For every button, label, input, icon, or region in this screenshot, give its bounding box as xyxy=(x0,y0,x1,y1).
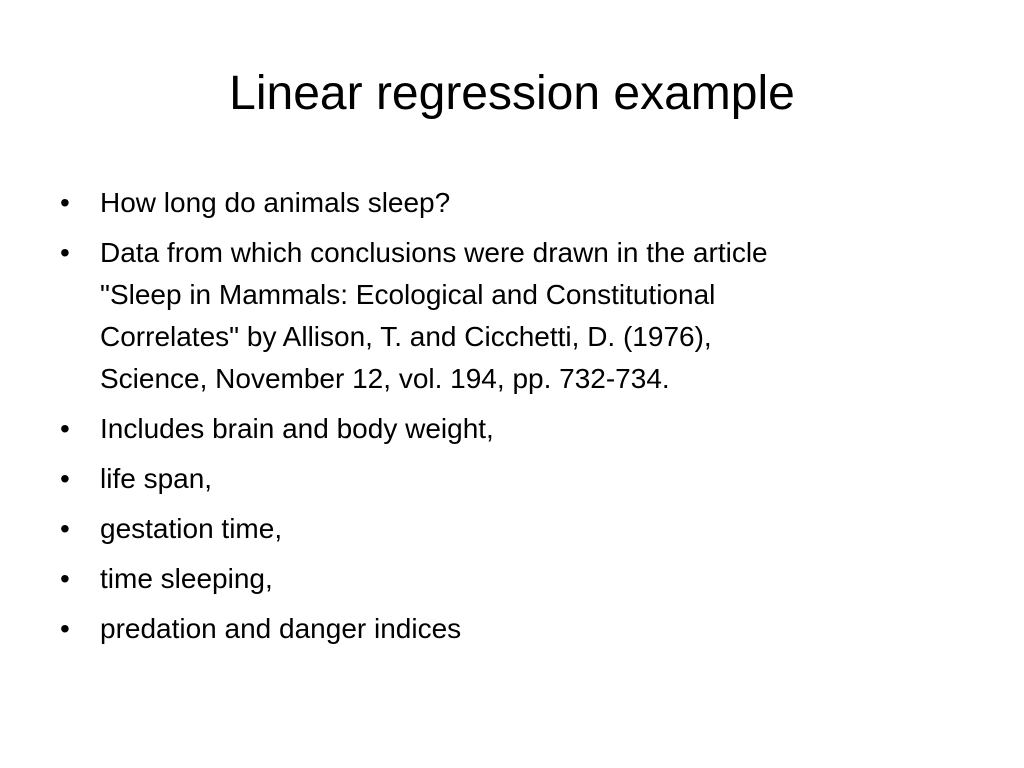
slide-title: Linear regression example xyxy=(229,67,795,120)
bullet-icon: • xyxy=(60,463,70,494)
bullet-item xyxy=(60,608,960,650)
bullet-item xyxy=(60,408,960,450)
bullet-icon: • xyxy=(60,563,70,594)
bullet-text: time sleeping, xyxy=(100,563,273,594)
bullet-item xyxy=(60,232,960,400)
bullet-text: Data from which conclusions were drawn in the article "Sleep in Mammals: Ecological and Constitutional Correlates" by Allison, T. and Cicchetti, D. (1976), Science, November 12, vol. 194, pp. 732-734. xyxy=(100,237,768,394)
bullet-item xyxy=(60,182,960,224)
bullet-item xyxy=(60,558,960,600)
bullet-list xyxy=(60,182,960,658)
bullet-icon: • xyxy=(60,413,70,444)
bullet-text: How long do animals sleep? xyxy=(100,187,451,218)
bullet-item xyxy=(60,458,960,500)
bullet-item xyxy=(60,508,960,550)
bullet-text: life span, xyxy=(100,463,213,494)
bullet-text: gestation time, xyxy=(100,513,283,544)
bullet-icon: • xyxy=(60,237,70,268)
bullet-text: predation and danger indices xyxy=(100,613,462,644)
bullet-icon: • xyxy=(60,613,70,644)
bullet-icon: • xyxy=(60,187,70,218)
bullet-text: Includes brain and body weight, xyxy=(100,413,494,444)
bullet-icon: • xyxy=(60,513,70,544)
